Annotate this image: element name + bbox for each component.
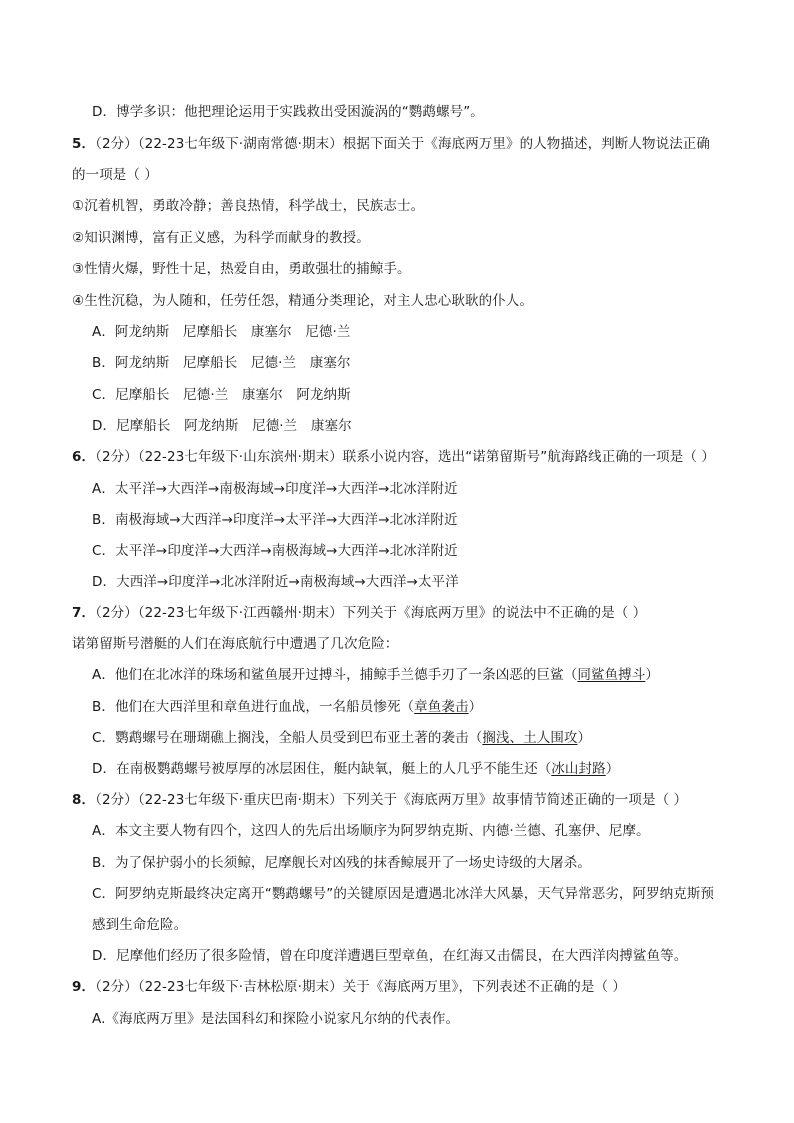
- q9-stem: [72, 977, 626, 997]
- q7-number: 7．: [72, 605, 96, 621]
- q7-option-b-text: B．他们在大西洋里和章鱼进行血战，一名船员惨死（: [92, 699, 415, 715]
- q5-stem-text: （2分）（22-23七年级下·湖南常德·期末）根据下面关于《海底两万里》的人物描述，判断人物说法正确: [95, 136, 710, 152]
- q7-option-d-text: D．在南极鹦鹉螺号被厚厚的冰层困住，艇内缺氧，艇上的人几乎不能生还（: [92, 761, 552, 777]
- q7-option-b: [92, 697, 482, 717]
- q8-option-d: D．尼摩他们经历了很多险情，曾在印度洋遭遇巨型章鱼，在红海又击儒艮，在大西洋肉搏鲨鱼等。: [92, 948, 688, 964]
- q7-option-c-close: ）: [577, 730, 592, 746]
- q8-option-c-line2: 感到生命危险。: [92, 917, 188, 933]
- q6-stem: [72, 447, 715, 467]
- q5-option-b: B．阿龙纳斯 尼摩船长 尼德·兰 康塞尔: [92, 355, 351, 371]
- q7-option-b-close: ）: [468, 699, 483, 715]
- q7-option-a-underlined: 同鲨鱼搏斗: [577, 667, 646, 683]
- q6-number: 6．: [72, 449, 96, 465]
- q5-number: 5．: [72, 136, 96, 152]
- q7-option-a: [92, 665, 659, 685]
- q6-option-d: D．大西洋→印度洋→北冰洋附近→南极海域→大西洋→太平洋: [92, 574, 459, 590]
- q7-option-d-close: ）: [605, 761, 620, 777]
- q9-stem-text: （2分）（22-23七年级下·吉林松原·期末）关于《海底两万里》，下列表述不正确的是（ ）: [95, 979, 627, 995]
- q7-option-c: [92, 728, 591, 748]
- q5-option-c: C．尼摩船长 尼德·兰 康塞尔 阿龙纳斯: [92, 387, 351, 403]
- q8-stem-text: （2分）（22-23七年级下·重庆巴南·期末）下列关于《海底两万里》故事情节简述正确的一项是（ ）: [95, 792, 688, 808]
- q5-option-d: D．尼摩船长 阿龙纳斯 尼德·兰 康塞尔: [92, 418, 352, 434]
- q6-option-b: B．南极海域→大西洋→印度洋→太平洋→大西洋→北冰洋附近: [92, 512, 458, 528]
- q7-option-c-text: C．鹦鹉螺号在珊瑚礁上搁浅，全船人员受到巴布亚土著的袭击（: [92, 730, 483, 746]
- q7-stem-text: （2分）（22-23七年级下·江西赣州·期末）下列关于《海底两万里》的说法中不正确的是（ ）: [95, 605, 647, 621]
- q4-option-d: D．博学多识：他把理论运用于实践救出受困漩涡的“鹦鹉螺号”。: [92, 104, 484, 120]
- q7-option-c-underlined: 搁浅、土人围攻: [482, 730, 578, 746]
- q6-option-a: A．太平洋→大西洋→南极海域→印度洋→大西洋→北冰洋附近: [92, 481, 458, 497]
- q7-option-b-underlined: 章鱼袭击: [414, 699, 469, 715]
- q6-option-c: C．太平洋→印度洋→大西洋→南极海域→大西洋→北冰洋附近: [92, 543, 458, 559]
- q5-description-2: ②知识渊博，富有正义感，为科学而献身的教授。: [72, 230, 370, 246]
- q8-option-b: B．为了保护弱小的长须鲸，尼摩舰长对凶残的抹香鲸展开了一场史诗级的大屠杀。: [92, 855, 591, 871]
- q7-stem-line1: [72, 603, 646, 623]
- q6-stem-text: （2分）（22-23七年级下·山东滨州·期末）联系小说内容，选出“诺第留斯号”航海路线正确的一项是（ ）: [95, 449, 715, 465]
- q5-option-a: A．阿龙纳斯 尼摩船长 康塞尔 尼德·兰: [92, 324, 351, 340]
- q7-option-a-close: ）: [645, 667, 659, 683]
- q8-option-c-line1: C．阿罗纳克斯最终决定离开“鹦鹉螺号”的关键原因是遭遇北冰洋大风暴，天气异常恶劣，阿罗纳克斯预: [92, 886, 715, 902]
- q5-description-4: ④生性沉稳，为人随和，任劳任怨，精通分类理论，对主人忠心耿耿的仆人。: [72, 293, 534, 309]
- q7-option-d: [92, 759, 619, 779]
- q7-option-d-underlined: 冰山封路: [551, 761, 606, 777]
- q5-description-3: ③性情火爆，野性十足，热爱自由，勇敢强壮的捕鲸手。: [72, 261, 411, 277]
- q8-option-a: A．本文主要人物有四个，这四人的先后出场顺序为阿罗纳克斯、内德·兰德、孔塞伊、尼摩。: [92, 823, 650, 839]
- q8-stem: [72, 790, 687, 810]
- q7-stem-line2: 诺第留斯号潜艇的人们在海底航行中遭遇了几次危险：: [72, 636, 399, 652]
- q5-stem-line1: [72, 134, 710, 154]
- q5-stem-line2: 的一项是（ ）: [72, 167, 158, 183]
- q9-number: 9．: [72, 979, 96, 995]
- q9-option-a: A.《海底两万里》是法国科幻和探险小说家凡尔纳的代表作。: [92, 1011, 460, 1027]
- q5-description-1: ①沉着机智，勇敢冷静；善良热情，科学战士，民族志士。: [72, 198, 425, 214]
- q8-number: 8．: [72, 792, 96, 808]
- q7-option-a-text: A．他们在北冰洋的珠场和鲨鱼展开过搏斗，捕鲸手兰德手刃了一条凶恶的巨鲨（: [92, 667, 578, 683]
